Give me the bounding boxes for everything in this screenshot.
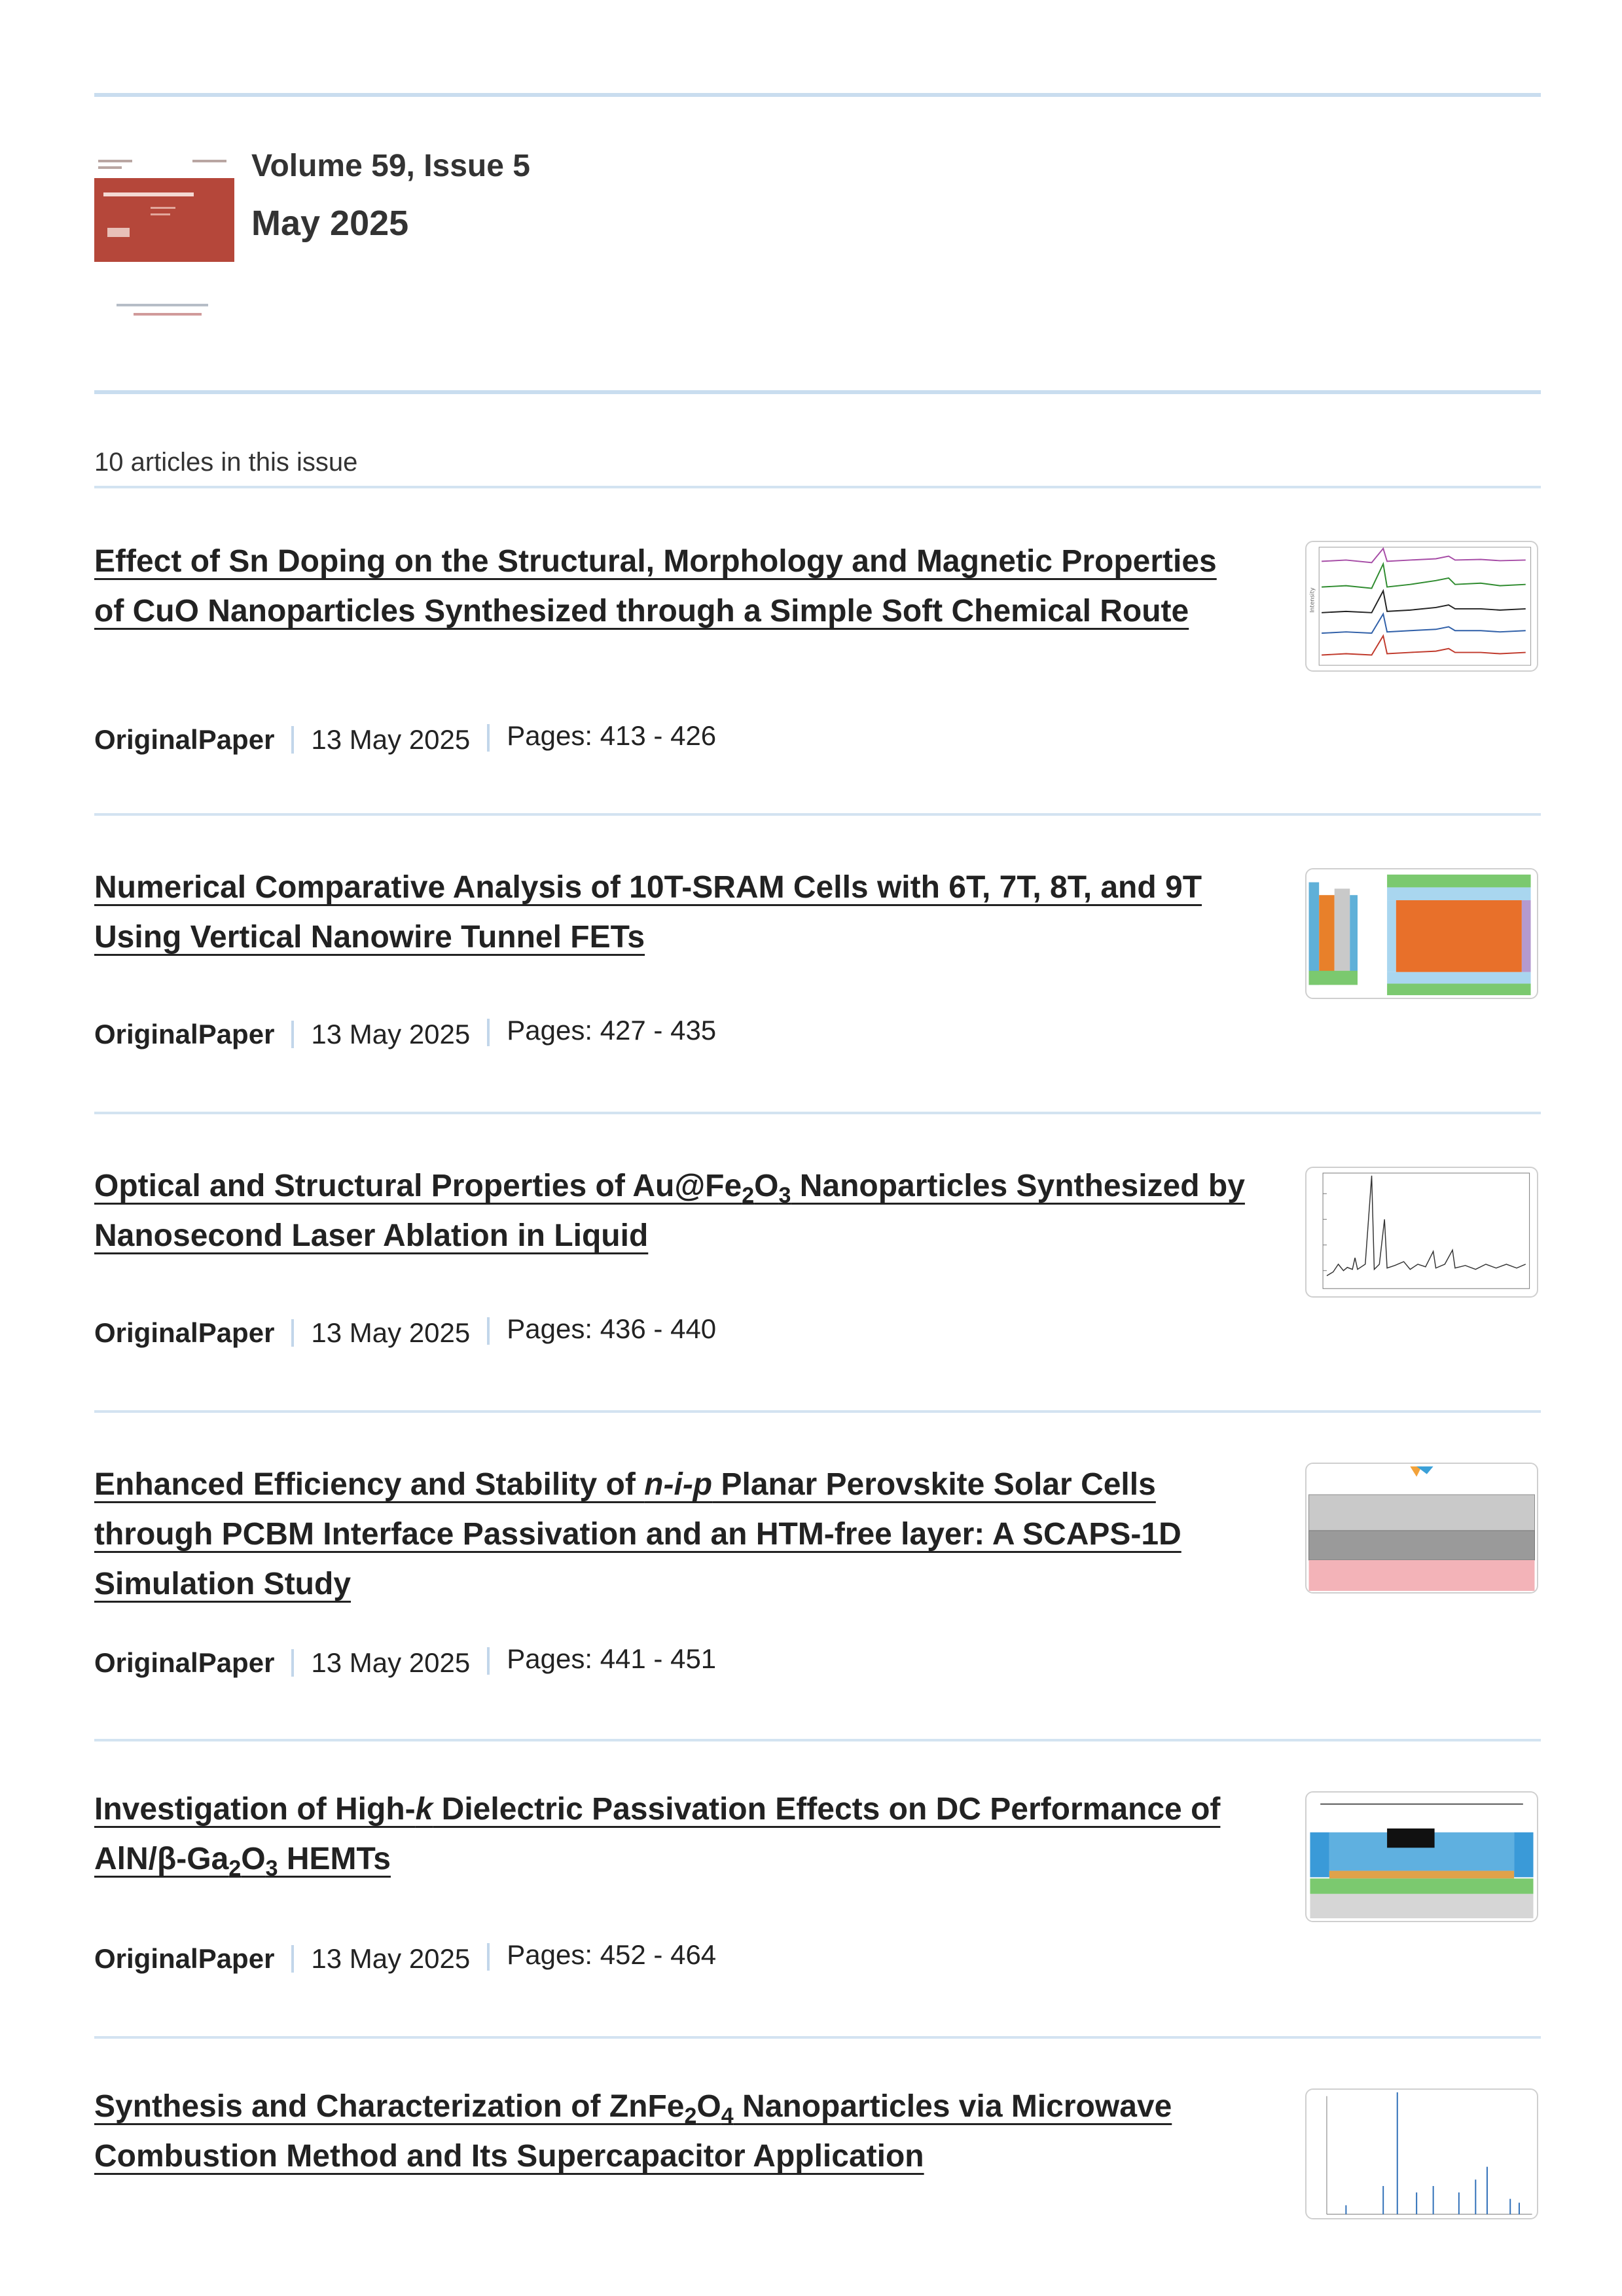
meta-separator: [487, 1019, 490, 1046]
article-title[interactable]: [94, 1161, 1246, 1261]
article-title[interactable]: [94, 1460, 1246, 1609]
meta-separator: [291, 726, 294, 754]
xrd-spectrum-figure-icon[interactable]: [1305, 1167, 1538, 1298]
meta-separator: [291, 1649, 294, 1677]
meta-separator: [487, 1317, 490, 1345]
meta-separator: [487, 1647, 490, 1675]
cover-detail: [151, 213, 170, 215]
solar-cell-layers-figure-icon[interactable]: [1305, 1463, 1538, 1594]
article-type: OriginalPaper: [94, 1943, 275, 1974]
article-date: 13 May 2025: [311, 1943, 471, 1974]
article-title[interactable]: [94, 863, 1246, 962]
article-meta: [94, 1939, 717, 1975]
cover-detail: [98, 160, 132, 162]
article-title[interactable]: [94, 1785, 1246, 1884]
article-divider: [94, 813, 1541, 816]
cover-detail: [151, 207, 175, 209]
article-date: 13 May 2025: [311, 1317, 471, 1348]
article-pages: Pages: 427 - 435: [507, 1015, 717, 1046]
article-meta: [94, 720, 717, 756]
meta-separator: [291, 1945, 294, 1973]
cover-detail: [107, 228, 130, 237]
article-title[interactable]: [94, 537, 1246, 636]
article-title-link[interactable]: Effect of Sn Doping on the Structural, Morphology and Magnetic Properties of CuO Nanoparticles Synthesized through a Simple Soft Chemical Route: [94, 544, 1217, 629]
article-pages: Pages: 436 - 440: [507, 1313, 717, 1344]
article-divider: [94, 1410, 1541, 1413]
cover-publisher-line: [134, 313, 202, 316]
article-type: OriginalPaper: [94, 724, 275, 755]
cover-detail: [98, 166, 122, 169]
cover-detail: [192, 160, 226, 162]
cover-journal-name: [103, 192, 194, 196]
article-title-link[interactable]: Optical and Structural Properties of $Au@Fe_2O_3$ Nanoparticles Synthesized by Nanosecond Laser Ablation in Liquid: [94, 1169, 1245, 1253]
article-pages: Pages: 441 - 451: [507, 1643, 717, 1674]
volume-issue: Volume 59, Issue 5: [251, 149, 530, 183]
article-pages: Pages: 452 - 464: [507, 1939, 717, 1970]
article-title-link[interactable]: Synthesis and Characterization of $ZnFe_2O_4$ Nanoparticles via Microwave Combustion Method and Its Supercapacitor Application: [94, 2089, 1172, 2174]
svg-text:Intensity: Intensity: [1309, 587, 1316, 613]
article-date: 13 May 2025: [311, 1019, 471, 1049]
article-type: OriginalPaper: [94, 1647, 275, 1678]
top-divider: [94, 93, 1541, 97]
article-title-link[interactable]: Enhanced Efficiency and Stability of n-i-p Planar Perovskite Solar Cells through PCBM Interface Passivation and an HTM-free layer: A SCAPS-1D Simulation Study: [94, 1467, 1181, 1601]
nanowire-tfet-structure-figure-icon[interactable]: [1305, 868, 1538, 999]
article-divider: [94, 1739, 1541, 1741]
article-title-link[interactable]: Investigation of High-k Dielectric Passivation Effects on DC Performance of AlN/$\beta-Ga_2O_3$ HEMTs: [94, 1792, 1221, 1881]
article-divider: [94, 2036, 1541, 2039]
cover-red-band: [94, 178, 234, 262]
cover-publisher-line: [117, 304, 208, 306]
article-title[interactable]: [94, 2082, 1246, 2181]
article-date: 13 May 2025: [311, 724, 471, 755]
article-type: OriginalPaper: [94, 1019, 275, 1049]
meta-separator: [291, 1319, 294, 1347]
articles-count: 10 articles in this issue: [94, 448, 358, 477]
meta-separator: [487, 1943, 490, 1971]
issue-date: May 2025: [251, 204, 409, 243]
article-type: OriginalPaper: [94, 1317, 275, 1348]
article-date: 13 May 2025: [311, 1647, 471, 1678]
article-meta: [94, 1643, 717, 1679]
meta-separator: [487, 724, 490, 752]
article-meta: [94, 1015, 717, 1050]
xrd-peaks-figure-icon[interactable]: [1305, 2088, 1538, 2219]
article-meta: [94, 1313, 717, 1349]
hemt-structure-figure-icon[interactable]: [1305, 1791, 1538, 1922]
journal-cover-image[interactable]: [94, 158, 234, 330]
article-pages: Pages: 413 - 426: [507, 720, 717, 751]
header-divider: [94, 390, 1541, 394]
meta-separator: [291, 1021, 294, 1048]
xrd-multi-pattern-figure-icon[interactable]: [1305, 541, 1538, 672]
article-title-link[interactable]: Numerical Comparative Analysis of 10T-SRAM Cells with 6T, 7T, 8T, and 9T Using Vertical Nanowire Tunnel FETs: [94, 870, 1202, 955]
article-divider: [94, 1112, 1541, 1114]
list-divider: [94, 486, 1541, 488]
